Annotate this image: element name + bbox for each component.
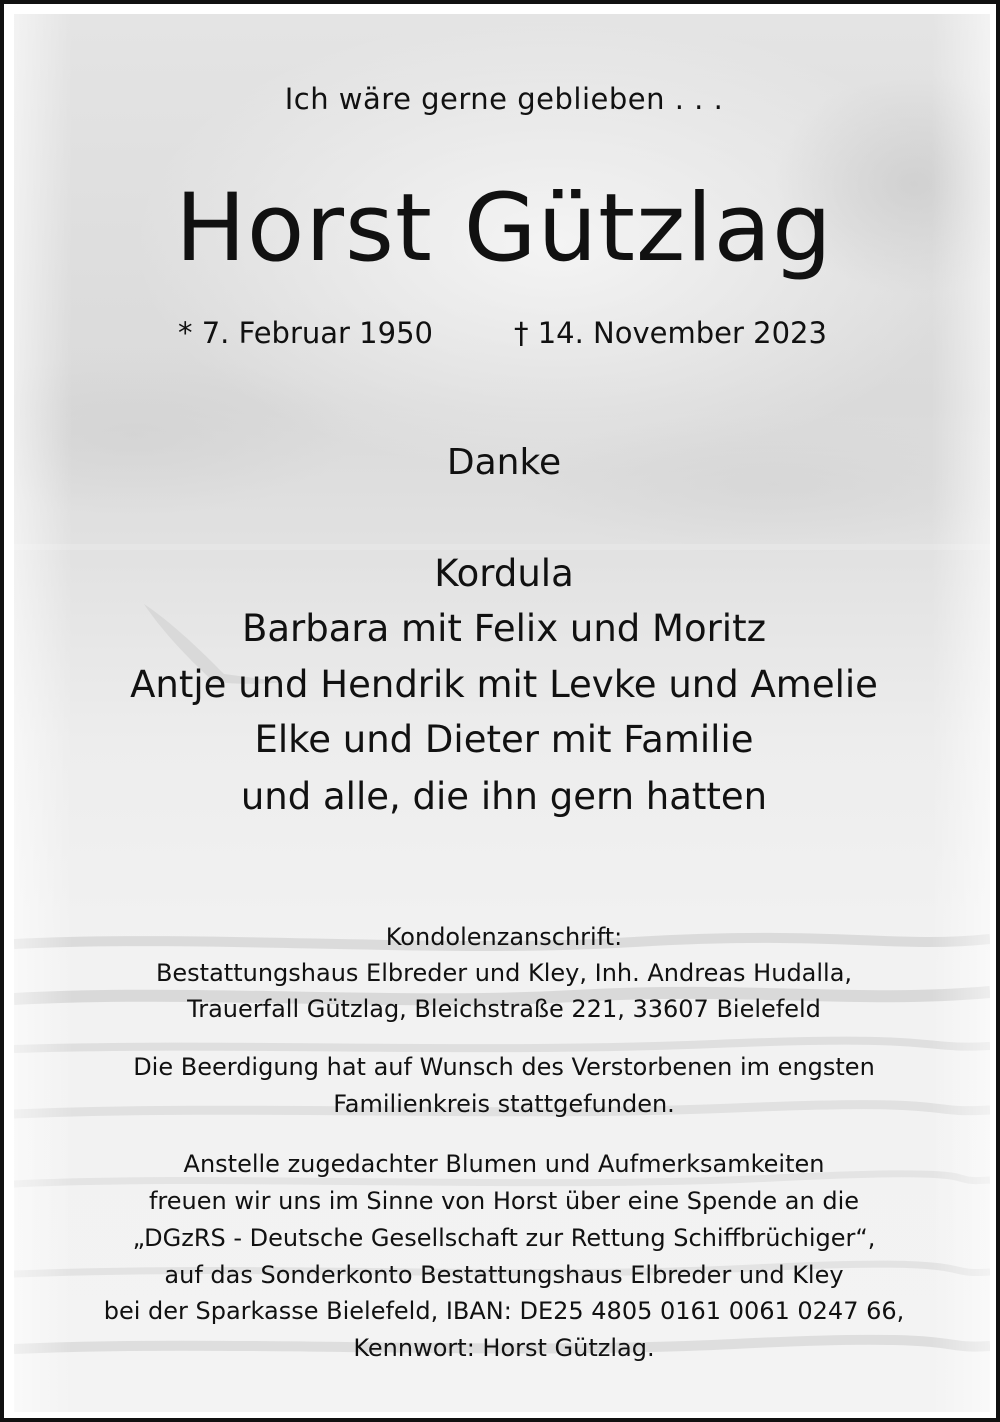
notice-text [4,4,1000,1422]
birth-date: * 7. Februar 1950 [178,316,433,350]
donation-note-line: freuen wir uns im Sinne von Horst über eine Spende an die [148,1187,859,1215]
mourner-line: Antje und Hendrik mit Levke und Amelie [130,663,878,706]
donation-note-line: Anstelle zugedachter Blumen und Aufmerksamkeiten [183,1150,825,1178]
condolence-address-line: Trauerfall Gützlag, Bleichstraße 221, 33607 Bielefeld [187,995,821,1023]
funeral-note-line: Familienkreis stattgefunden. [333,1090,675,1118]
donation-note-line: Kennwort: Horst Gützlag. [353,1334,655,1362]
deceased-name: Horst Gützlag [175,174,833,283]
mourner-line: Kordula [434,552,574,595]
mourner-line: Barbara mit Felix und Moritz [241,607,767,650]
thanks-heading: Danke [446,442,562,483]
motto: Ich wäre gerne geblieben . . . [284,82,724,116]
condolence-address-line: Bestattungshaus Elbreder und Kley, Inh. Andreas Hudalla, [155,959,853,987]
condolence-heading: Kondolenzanschrift: [385,923,623,951]
donation-note-line: auf das Sonderkonto Bestattungshaus Elbreder und Kley [164,1261,844,1289]
funeral-note-line: Die Beerdigung hat auf Wunsch des Verstorbenen im engsten [133,1053,875,1081]
donation-note-line: „DGzRS - Deutsche Gesellschaft zur Rettung Schiffbrüchiger“, [132,1224,876,1252]
mourner-line: Elke und Dieter mit Familie [254,718,754,761]
death-date: † 14. November 2023 [514,316,827,350]
donation-note-line: bei der Sparkasse Bielefeld, IBAN: DE25 4805 0161 0061 0247 66, [103,1297,905,1325]
mourner-line: und alle, die ihn gern hatten [240,775,768,818]
